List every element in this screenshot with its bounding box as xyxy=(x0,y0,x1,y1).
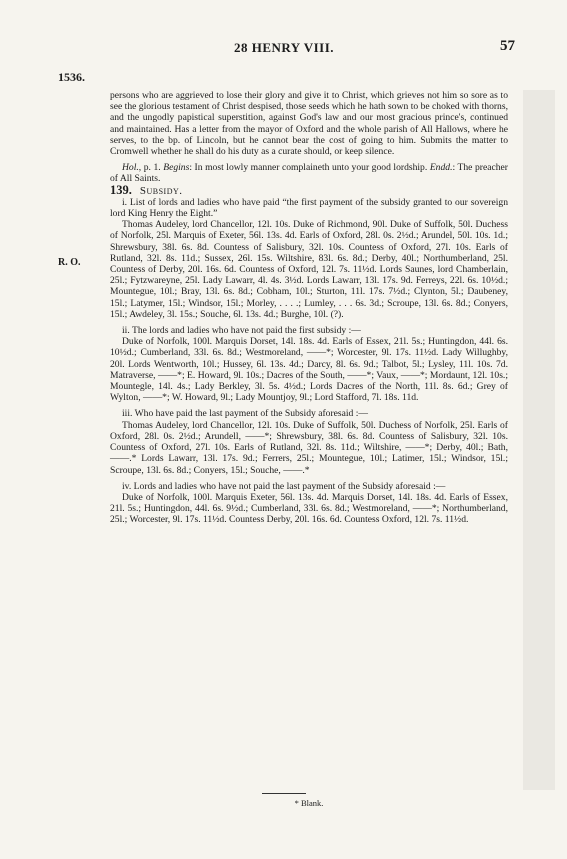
part-iii-list: Thomas Audeley, lord Chancellor, 12l. 10s. Duke of Suffolk, 50l. Duchess of Norfolk, 25l. Earls of Oxford, 28l. 0s. 2½d.; Arundell, ——*; Shrewsbury, 38l. 6s. 8d. Countess of Salisbury, 32l. 10s. Countess of Oxford, 27l. 10s. Earls of Rutland, 32l. 8s. 11d.; Wiltshire, ——*; Derby, 40l.; Bath, ——.* Lords Lawarr, 13l. 17s. 9d.; Ferrers, 25l.; Mountegue, 10l.; Latimer, 15l.; Windsor, 15l.; Scroupe, 13l. 6s. 8d.; Conyers, 15l.; Souche, ——.* xyxy=(110,419,508,476)
hol-rest: , p. 1. xyxy=(138,162,161,174)
source-reference-ro: R. O. xyxy=(58,257,81,268)
part-ii-intro: ii. The lords and ladies who have not paid the first subsidy :— xyxy=(122,325,361,337)
part-ii-list: Duke of Norfolk, 100l. Marquis Dorset, 14l. 18s. 4d. Earls of Essex, 21l. 5s.; Huntingdon, 44l. 6s. 10½d.; Cumberland, 33l. 6s. 8d.; Westmoreland, ——*; Worcester, 9l. 17s. 11½d. Lady Willughby, 20l. Lords Wentworth, 10l.; Hussey, 6l. 13s. 4d.; Darcy, 8l. 6s. 9d.; Talbot, 5l.; Lysley, 11l. 10s. 7d. Matraverse, ——*; E. Howard, 9l. 10s.; Dacres of the South, ——*; Vaux, ——*; Mordaunt, 12l. 10s.; Mountegle, 14l. 4s.; Lady Berkley, 3l. 5s. 4½d.; Lords Dacres of the North, 11l. 8s. 6d.; Grey of Wylton, ——*; W. Howard, 9l.; Lady Mountjoy, 9l.; Lord Stafford, 7l. 18s. 11d. xyxy=(110,336,508,404)
part-iv-list: Duke of Norfolk, 100l. Marquis Exeter, 56l. 13s. 4d. Marquis Dorset, 14l. 18s. 4d. Earls of Essex, 21l. 5s.; Huntingdon, 44l. 6s. 9½d.; Cumberland, 33l. 6s. 8d.; Westmoreland, ——*; Northumberland, 25l.; Worcester, 9l. 17s. 11½d. Countess Derby, 20l. 16s. 6d. Countess Oxford, 12l. 7s. 11½d. xyxy=(110,491,508,526)
section-number: 139. xyxy=(110,182,132,197)
section-title: Subsidy. xyxy=(139,184,183,197)
hol-label: Hol. xyxy=(122,162,139,174)
endd-label: Endd. xyxy=(429,162,453,174)
footnote: * Blank. xyxy=(294,798,324,808)
begins-label: Begins xyxy=(163,162,190,174)
page-number: 57 xyxy=(500,38,515,54)
footnote-rule xyxy=(262,793,306,794)
body-text xyxy=(110,90,508,526)
part-i-list: Thomas Audeley, lord Chancellor, 12l. 10s. Duke of Richmond, 90l. Duke of Suffolk, 50l. Duchess of Norfolk, 25l. Marquis of Exeter, 56l. 13s. 4d. Earls of Oxford, 28l. 0s. 2½d.; Arundel, 50l. 10s. 1d.; Shrewsbury, 38l. 6s. 8d. Countess of Salisbury, 32l. 10s. Countess of Oxford, 27l. 10s. Earls of Rutland, 32l. 8s. 11d.; Sussex, 26l. 15s. Wiltshire, 83l. 6s. 8d.; Derby, 40l.; Northumberland, 25l. Countess of Derby, 20l. 16s. 6d. Countess of Oxford, 12l. 7s. 11½d. Lords Saunes, lord Chamberlain, 25l.; Fytzwareyne, 25l. Lady Lawarr, 4l. 4s. 3½d. Lords Lawarr, 13l. 17s. 9d. Ferreys, 22l. 6s. 10½d.; Mountegue, 10l.; Bray, 13l. 6s. 8d.; Cobham, 10l.; Sturton, 11l. 17s. 7½d.; Clynton, 5l.; Daubeney, 15l.; Latymer, 15l.; Windsor, 15l.; Morley, . . . .; Lumley, . . . 6s. 3d.; Scroupe, 13l. 6s. 8d.; Conyers, 15l.; Awdeley, 3l. 15s.; Souche, 6l. 13s. 4d.; Burghe, 10l. (?). xyxy=(110,219,508,320)
watermark-band xyxy=(519,90,559,790)
continuation-paragraph: persons who are aggrieved to lose their glory and give it to Christ, which grieves not him so sore as to see the glorious testament of Christ despised, those seeds which he hath sown to be choked with thorns, and the ungodly papistical superstition, against God's law and our most gracious prince's, continued and maintained. Has a letter from the mayor of Oxford and the whole parish of All Hallows, where he serves, to the bp. of Lincoln, but he cannot bear the cost of going to him. Submits the matter to Cromwell whether he shall do his duty as a curate should, or keep silence. xyxy=(110,90,508,158)
section-heading xyxy=(110,182,508,197)
part-iii-intro: iii. Who have paid the last payment of the Subsidy aforesaid :— xyxy=(122,408,369,420)
begins-text: : In most lowly manner complaineth unto your good lordship. xyxy=(189,162,428,174)
part-i-intro: i. List of lords and ladies who have paid “the first payment of the subsidy granted to our sovereign lord King Henry the Eight.” xyxy=(110,196,508,220)
part-iv-intro: iv. Lords and ladies who have not paid the last payment of the Subsidy aforesaid :— xyxy=(122,480,446,492)
endd-text: : The preacher of All Saints. xyxy=(110,162,508,185)
running-head: 28 HENRY VIII. xyxy=(233,40,335,55)
year-margin-note: 1536. xyxy=(58,70,85,84)
source-note xyxy=(110,162,508,184)
